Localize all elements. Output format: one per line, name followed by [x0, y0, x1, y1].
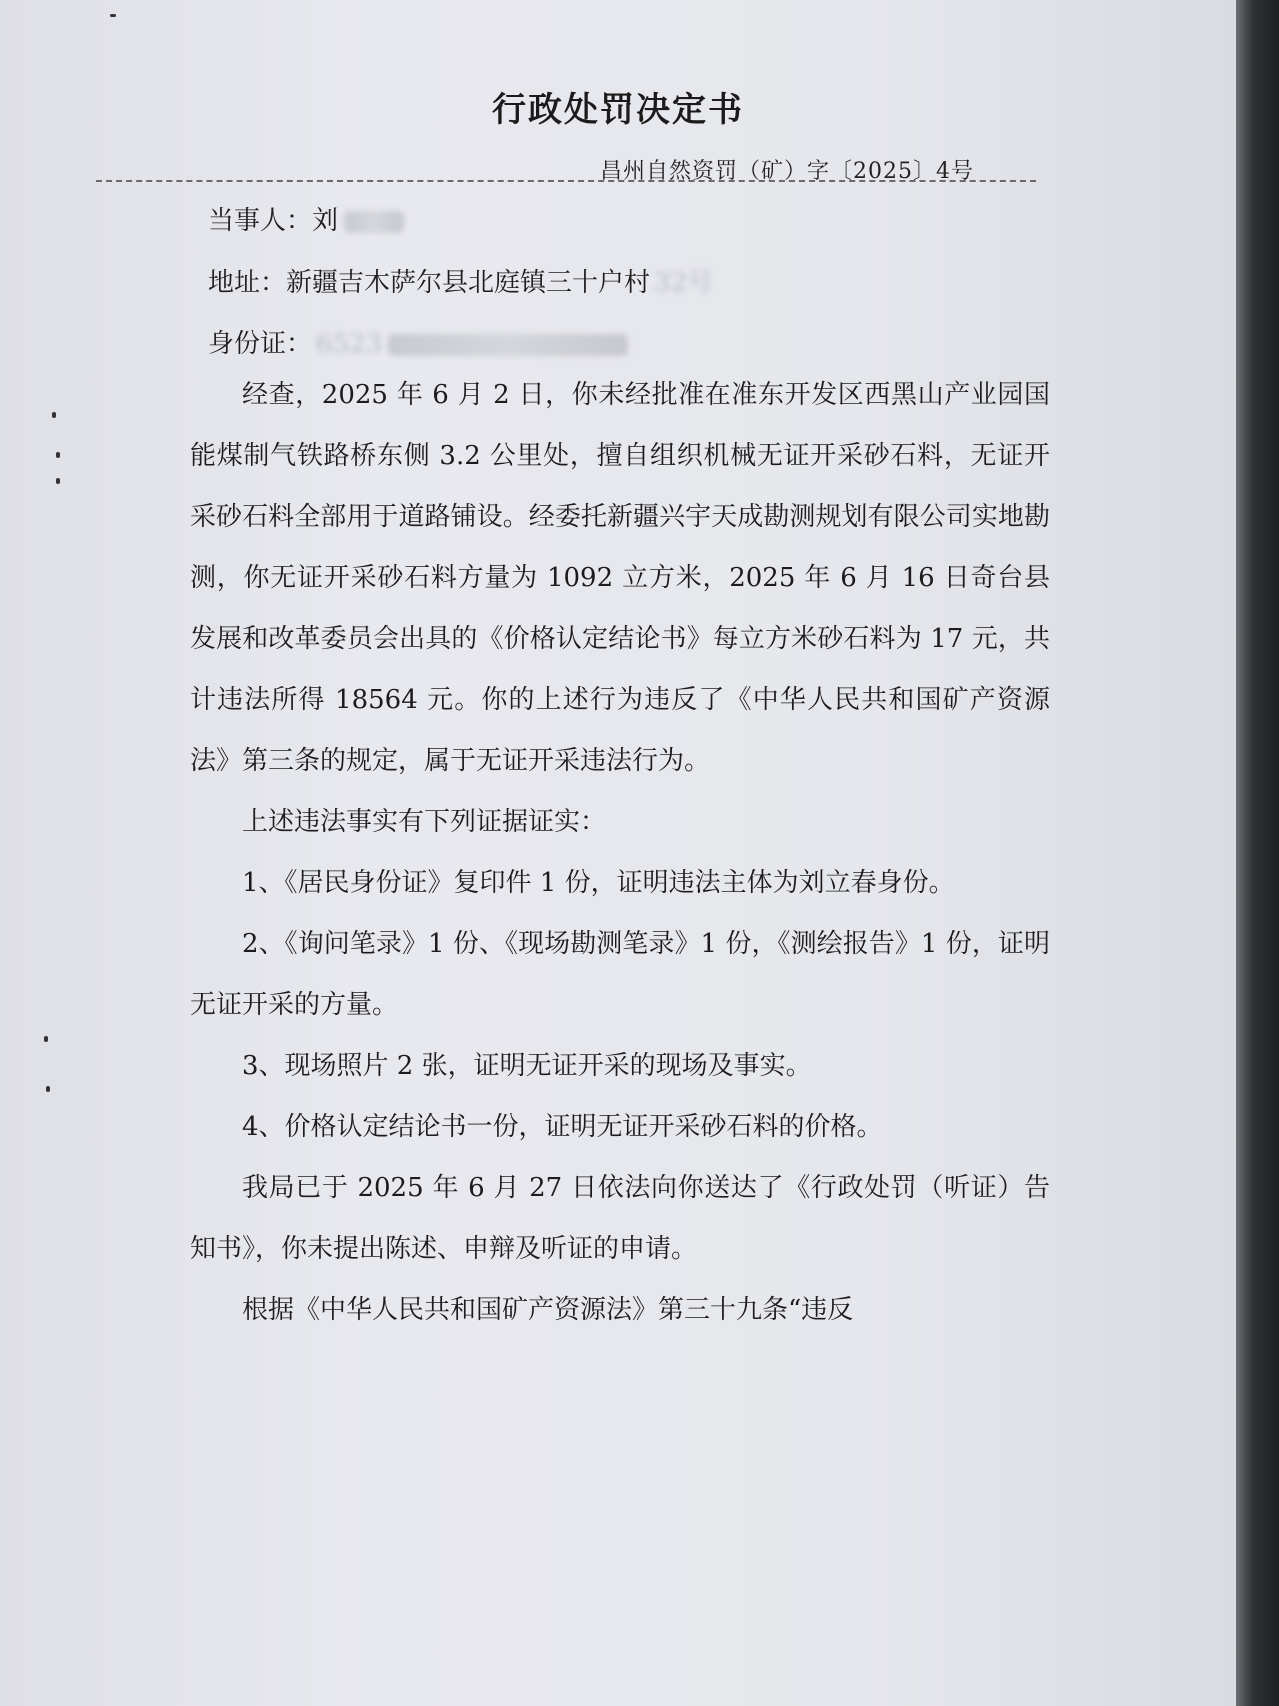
paper-speck — [56, 452, 60, 458]
address-value: 新疆吉木萨尔县北庭镇三十户村 — [286, 268, 651, 298]
redacted-name — [344, 211, 404, 233]
background-edge — [1236, 0, 1279, 1706]
document-number: 昌州自然资罚（矿）字〔2025〕4号 — [600, 159, 974, 184]
document-title: 行政处罚决定书 — [492, 90, 744, 130]
notice-paragraph: 我局已于 2025 年 6 月 27 日依法向你送达了《行政处罚（听证）告知书》，你未提出陈述、申辩及听证的申请。 — [190, 1173, 1050, 1264]
redacted-id-number — [388, 334, 628, 356]
party-line — [208, 200, 404, 237]
findings-paragraph: 经查，2025 年 6 月 2 日，你未经批准在准东开发区西黑山产业园国能煤制气铁路桥东侧 3.2 公里处，擅自组织机械无证开采砂石料，无证开采砂石料全部用于道路铺设。经委托新疆兴宇天成勘测规划有限公司实地勘测，你无证开采砂石料方量为 1092 立方米，2025 年 6 月 16 日奇台县发展和改革委员会出具的《价格认定结论书》每立方米砂石料为 17 元，共计违法所得 18564 元。你的上述行为违反了《中华人民共和国矿产资源法》第三条的规定，属于无证开采违法行为。 — [190, 380, 1050, 776]
paper-speck — [52, 412, 56, 418]
evidence-item-4: 4、价格认定结论书一份，证明无证开采砂石料的价格。 — [242, 1112, 883, 1142]
header-divider — [96, 180, 1036, 182]
evidence-item-1: 1、《居民身份证》复印件 1 份，证明违法主体为刘立春身份。 — [242, 868, 955, 898]
redacted-house-number: 32号 — [654, 268, 714, 298]
id-line — [208, 323, 628, 360]
document-body — [190, 365, 1050, 1341]
party-name: 刘 — [312, 206, 339, 236]
legal-basis-paragraph: 根据《中华人民共和国矿产资源法》第三十九条“违反 — [242, 1295, 854, 1325]
id-label: 身份证： — [208, 329, 313, 359]
address-line — [208, 262, 713, 299]
evidence-item-3: 3、现场照片 2 张，证明无证开采的现场及事实。 — [242, 1051, 812, 1081]
redacted-id-prefix: 6523 — [316, 329, 383, 359]
paper-speck — [44, 1036, 48, 1042]
evidence-item-2: 2、《询问笔录》1 份、《现场勘测笔录》1 份，《测绘报告》1 份，证明无证开采的方量。 — [190, 929, 1050, 1020]
party-label: 当事人： — [208, 206, 313, 236]
evidence-intro: 上述违法事实有下列证据证实： — [242, 807, 607, 837]
paper-speck — [110, 14, 116, 17]
address-label: 地址： — [208, 268, 287, 298]
paper-speck — [46, 1086, 50, 1092]
paper-speck — [56, 478, 60, 484]
